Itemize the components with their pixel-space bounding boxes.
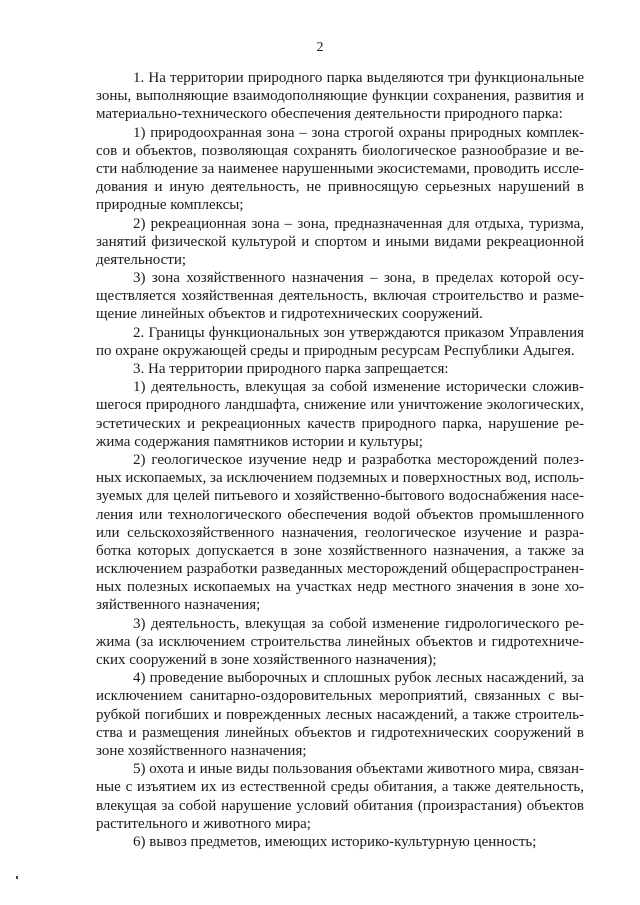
text-line: 1) деятельность, влекущая за собой изменение исторически сложив-: [133, 379, 584, 396]
text-line: 2) рекреационная зона – зона, предназначенная для отдыха, туризма,: [133, 215, 584, 232]
text-line: деятельности;: [96, 251, 187, 268]
text-line: зоне хозяйственного назначения;: [96, 742, 307, 759]
text-line: ботка которых допускается в зоне хозяйственного назначения, а также за: [96, 542, 584, 559]
text-line: ных полезных ископаемых на участках недр местного значения в зоне хо-: [96, 579, 584, 596]
text-line: 3) деятельность, влекущая за собой изменение гидрологического ре-: [133, 615, 584, 632]
text-line: зяйственного назначения;: [96, 597, 261, 614]
text-line: 1. На территории природного парка выделяются три функциональные: [133, 70, 584, 86]
text-line: сов и объектов, позволяющая сохранять биологическое разнообразие и ве-: [96, 142, 584, 159]
text-line: 4) проведение выборочных и сплошных рубок лесных насаждений, за: [133, 670, 584, 687]
text-line: шегося природного ландшафта, снижение или уничтожение экологических,: [96, 397, 584, 414]
text-line: ществляется хозяйственная деятельность, включая строительство и разме-: [96, 288, 584, 305]
text-line: ных ископаемых, за исключением подземных и поверхностных вод, исполь-: [96, 470, 584, 487]
text-line: зоны, выполняющие взаимодополняющие функции сохранения, развития и: [96, 88, 584, 105]
text-line: исключением санитарно-оздоровительных мероприятий, связанных с вы-: [96, 688, 584, 705]
text-line: 3. На территории природного парка запрещается:: [133, 361, 449, 377]
text-line: 3) зона хозяйственного назначения – зона, в пределах которой осу-: [133, 270, 584, 287]
text-line: сти наблюдение за наименее нарушенными экосистемами, проводить иссле-: [96, 160, 584, 177]
document-body: [96, 69, 584, 851]
text-line: или сельскохозяйственного назначения, геологическое изучение и разра-: [96, 524, 584, 541]
text-line: дования и иную деятельность, не привносящую серьезных нарушений в: [96, 179, 584, 196]
text-line: 2. Границы функциональных зон утверждаются приказом Управления: [133, 324, 584, 341]
text-line: 6) вывоз предметов, имеющих историко-культурную ценность;: [133, 833, 537, 850]
text-line: эстетических и рекреационных качеств природного парка, нарушение ре-: [96, 415, 584, 432]
text-line: жима (за исключением строительства линейных объектов и гидротехниче-: [96, 633, 584, 650]
text-line: щение линейных объектов и гидротехнических сооружений.: [96, 306, 483, 323]
text-line: зуемых для целей питьевого и хозяйственно-бытового водоснабжения насе-: [96, 488, 584, 505]
text-line: занятий физической культурой и спортом и иными видами рекреационной: [96, 233, 584, 250]
text-line: ные с изъятием их из естественной среды обитания, а также деятельность,: [96, 779, 584, 796]
text-line: природные комплексы;: [96, 197, 244, 214]
text-line: 2) геологическое изучение недр и разработка месторождений полез-: [133, 451, 584, 468]
text-line: влекущая за собой нарушение условий обитания (произрастания) объектов: [96, 797, 584, 814]
text-line: по охране окружающей среды и природным ресурсам Республики Адыгея.: [96, 342, 575, 359]
text-line: 5) охота и иные виды пользования объектами животного мира, связан-: [133, 761, 584, 778]
text-line: рубкой погибших и поврежденных лесных насаждений, а также строитель-: [96, 706, 584, 723]
text-line: ления или технологического обеспечения водой объектов промышленного: [96, 506, 584, 523]
text-line: исключением разработки разведанных месторождений общераспространен-: [96, 561, 584, 578]
text-line: растительного и животного мира;: [96, 815, 311, 832]
text-line: жима содержания памятников истории и культуры;: [96, 433, 423, 450]
text-line: ских сооружений в зоне хозяйственного назначения);: [96, 652, 437, 668]
page-number: 2: [316, 40, 324, 55]
text-line: 1) природоохранная зона – зона строгой охраны природных комплек-: [133, 124, 584, 141]
text-line: ства и размещения линейных объектов и гидротехнических сооружений в: [96, 724, 584, 741]
scan-artifact-mark: [16, 876, 18, 879]
text-line: материально-технического обеспечения деятельности природного парка:: [96, 106, 563, 123]
